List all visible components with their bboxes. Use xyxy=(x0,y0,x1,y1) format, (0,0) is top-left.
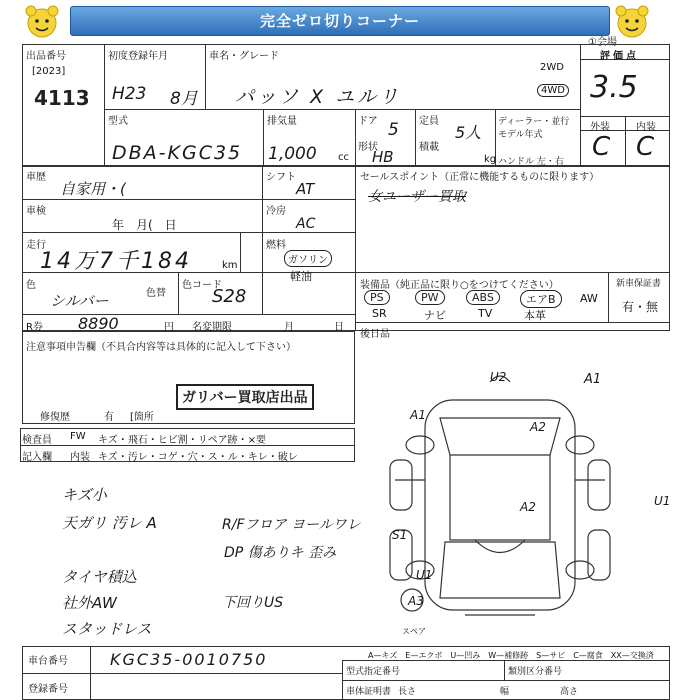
displacement-label: 排気量 xyxy=(267,116,297,127)
fuel-label: 燃料 xyxy=(266,240,286,251)
first-reg-era: H23 xyxy=(112,84,147,104)
lot-number: 4113 xyxy=(34,86,90,110)
year-tag: [2023] xyxy=(32,66,66,77)
mascot-left-icon xyxy=(22,3,62,41)
name-change-day: 日 xyxy=(334,322,344,333)
rating-label: 評価点 xyxy=(600,51,639,62)
equip-leather: 本革 xyxy=(524,309,546,322)
mileage-label: 走行 xyxy=(26,240,46,251)
name-change-month: 月 xyxy=(284,322,294,333)
interior-grade: C xyxy=(636,132,655,162)
rear-seat-label: 後日品 xyxy=(360,329,390,340)
repair-label: 修復歴 xyxy=(40,412,70,423)
mark-roof: A2 xyxy=(520,500,536,514)
recycle-fee: 8890 xyxy=(78,314,119,333)
mark-top-right: A1 xyxy=(584,372,602,387)
interior-tag: 内装 xyxy=(70,452,90,463)
drive-4wd: 4WD xyxy=(537,84,569,97)
chassis-number: KGC35-0010750 xyxy=(110,650,268,669)
banner-title: 完全ゼロ切りコーナー xyxy=(70,6,610,36)
drive-2wd: 2WD xyxy=(540,62,564,73)
shape-label: 形状 xyxy=(358,142,378,153)
chassis-label: 車台番号 xyxy=(28,656,68,667)
damage-legend: A—キズ E—エクボ U—凹み W—補修跡 S—サビ C—腐食 XX—交換済 xyxy=(368,651,654,660)
mark-rear-left: U1 xyxy=(416,568,433,582)
mark-side-right: U1 xyxy=(654,494,671,508)
recycle-unit: 円 xyxy=(164,322,174,333)
equip-tv: TV xyxy=(478,307,493,320)
exterior-tag: FW xyxy=(70,431,86,442)
shape: HB xyxy=(372,148,394,166)
mark-hood: A2 xyxy=(530,420,546,434)
usage-label: 車歴 xyxy=(26,172,46,183)
model-year-label: モデル年式 xyxy=(498,130,543,140)
body-cert-label: 車体証明書 xyxy=(346,687,392,697)
new-warranty-label: 新車保証書 xyxy=(616,279,662,289)
type-number-label: 型式指定番号 xyxy=(346,667,401,677)
displacement-unit: cc xyxy=(338,152,349,163)
inspector-label: 検査員 xyxy=(22,435,52,446)
color: シルバー xyxy=(50,292,109,310)
mascot-right-icon xyxy=(612,3,652,41)
note-left-5: スタッドレス xyxy=(62,620,152,638)
inspection-label: 車検 xyxy=(26,206,46,217)
usage: 自家用・( xyxy=(60,180,126,198)
equipment-label: 装備品（純正品に限り○をつけてください） xyxy=(360,280,559,291)
first-reg-label: 初度登録年月 xyxy=(108,51,168,62)
note-right-3: 下回りUS xyxy=(222,595,284,611)
equip-sr: SR xyxy=(372,307,387,320)
corner-mark: ①会場 xyxy=(588,37,617,48)
fuel: ガソリン xyxy=(284,250,332,267)
dealer-stamp: ガリバー買取店出品 xyxy=(176,384,314,410)
class-number-label: 類別区分番号 xyxy=(508,667,563,677)
equip-ps: PS xyxy=(364,290,390,305)
mark-top: U2 xyxy=(490,370,507,384)
equip-aw: AW xyxy=(580,292,598,305)
mileage-unit: km xyxy=(222,260,238,271)
capacity: 5人 xyxy=(455,123,482,142)
color-code: S28 xyxy=(212,286,247,307)
load-label: 積載 xyxy=(419,142,439,153)
doors: 5 xyxy=(388,120,399,140)
note-left-2: 天ガリ 汚レ A xyxy=(62,514,157,532)
name-change-label: 名変期限 xyxy=(192,322,232,333)
recycle-label: R券 xyxy=(26,322,43,333)
inspector-note-label: 記入欄 xyxy=(22,452,52,463)
car-name: パッソ X ユルリ xyxy=(235,86,402,108)
ac: AC xyxy=(296,216,316,232)
fuel-alt: 軽油 xyxy=(290,270,312,283)
note-left-1: キズ小 xyxy=(62,486,107,504)
mark-side-left: S1 xyxy=(392,528,408,542)
inspection: 年 月( 日 xyxy=(112,218,177,232)
exterior-grade: C xyxy=(592,132,611,162)
equip-navi: ナビ xyxy=(424,309,446,322)
color-change-label: 色替 xyxy=(146,288,166,299)
door-label: ドア xyxy=(358,116,378,127)
exterior-items: キズ・飛石・ヒビ割・リペア跡・×要 xyxy=(98,435,266,446)
sales-point-label: セールスポイント（正常に機能するものに限ります） xyxy=(360,172,600,183)
model-label: 型式 xyxy=(108,116,128,127)
equip-airbag: エアB xyxy=(520,290,562,308)
ac-label: 冷房 xyxy=(266,206,286,217)
equip-abs: ABS xyxy=(466,290,500,305)
handle-label: ハンドル 左・右 xyxy=(498,157,564,167)
mark-left-front: A1 xyxy=(410,408,426,422)
note-right-1: R/Fフロア ヨールワレ xyxy=(222,517,361,533)
sales-point-text: 女ユーザー買取 xyxy=(368,189,466,205)
interior-items: キズ・汚レ・コゲ・穴・ス・ル・キレ・破レ xyxy=(98,452,298,463)
shift: AT xyxy=(296,180,315,198)
lot-label: 出品番号 xyxy=(26,51,66,62)
displacement: 1,000 xyxy=(268,144,317,164)
shift-label: シフト xyxy=(266,172,296,183)
color-code-label: 色コード xyxy=(182,280,222,291)
spare-label: スペア xyxy=(402,627,426,636)
load-unit: kg xyxy=(484,154,497,165)
note-left-3: タイヤ積込 xyxy=(62,568,137,586)
notes-label: 注意事項申告欄（不具合内容等は具体的に記入して下さい） xyxy=(26,342,296,353)
repair-section: [箇所 xyxy=(130,412,154,423)
note-right-2: DP 傷ありキ 歪み xyxy=(224,545,337,561)
length-label: 長さ xyxy=(398,687,417,697)
mileage: 14万7千184 xyxy=(40,249,192,274)
note-left-4: 社外AW xyxy=(62,594,117,612)
equip-pw: PW xyxy=(415,290,445,305)
color-label: 色 xyxy=(26,280,36,291)
repair-value: 有 xyxy=(104,412,114,423)
width-label: 幅 xyxy=(500,687,510,697)
interior-label: 内装 xyxy=(636,122,656,133)
mark-rear-wheel: A3 xyxy=(408,594,424,608)
dealer-label: ディーラー・並行 xyxy=(498,117,570,127)
registration-label: 登録番号 xyxy=(28,684,68,695)
model-code: DBA-KGC35 xyxy=(112,142,243,164)
warranty-options: 有・無 xyxy=(622,300,659,314)
car-name-label: 車名・グレード xyxy=(209,51,279,62)
rating: 3.5 xyxy=(590,70,638,105)
height-label: 高さ xyxy=(560,687,579,697)
exterior-label: 外装 xyxy=(590,122,610,133)
first-reg-month: 8月 xyxy=(170,89,198,109)
capacity-label: 定員 xyxy=(419,116,439,127)
